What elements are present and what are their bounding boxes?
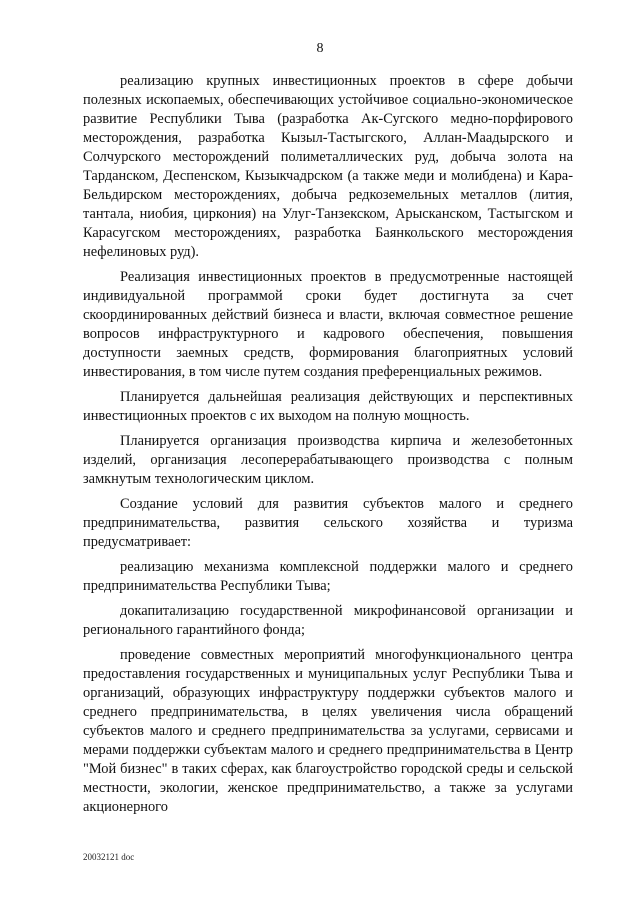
paragraph: реализацию крупных инвестиционных проектов в сфере добычи полезных ископаемых, обеспечивающих устойчивое социально-экономическое развитие Республики Тыва (разработка Ак-Сугского медно-порфирового месторождения, разработка Кызыл-Тастыгского, Аллан-Маадырского и Солчурского месторождений полиметаллических руд, добыча золота на Тарданском, Деспенском, Кызыкчадрском (а также меди и молибдена) и Кара-Бельдирском месторождениях, добыча редкоземельных металлов (лития, тантала, ниобия, циркония) на Улуг-Танзекском, Арысканском, Тастыгском и Карасугском месторождениях, разработка Баянкольского месторождения нефелиновых руд). (83, 73, 573, 260)
paragraph: проведение совместных мероприятий многофункционального центра предоставления государственных и муниципальных услуг Республики Тыва и организаций, образующих инфраструктуру поддержки субъектов малого и среднего предпринимательства, в целях увеличения числа обращений субъектов малого и среднего предпринимательства за услугами, сервисами и мерами поддержки субъектам малого и среднего предпринимательства в Центр "Мой бизнес" в таких сферах, как благоустройство городской среды и сельской местности, экологии, женское предпринимательство, а также за услугами акционерного (83, 647, 573, 815)
footer-filename: 20032121 doc (83, 852, 135, 862)
paragraph: докапитализацию государственной микрофинансовой организации и регионального гарантийного фонда; (83, 603, 573, 638)
paragraph: Создание условий для развития субъектов малого и среднего предпринимательства, развития сельского хозяйства и туризма предусматривает: (83, 496, 573, 550)
paragraph: Планируется организация производства кирпича и железобетонных изделий, организация лесоперерабатывающего производства с полным замкнутым технологическим циклом. (83, 433, 573, 487)
paragraph: реализацию механизма комплексной поддержки малого и среднего предпринимательства Республики Тыва; (83, 559, 573, 594)
document-body (83, 72, 573, 823)
paragraph: Реализация инвестиционных проектов в предусмотренные настоящей индивидуальной программой сроки будет достигнута за счет скоординированных действий бизнеса и власти, включая совместное решение вопросов инфраструктурного и кадрового обеспечения, повышения доступности заемных средств, формирования благоприятных условий инвестирования, в том числе путем создания преференциальных режимов. (83, 269, 573, 380)
page-number: 8 (316, 41, 324, 56)
paragraph: Планируется дальнейшая реализация действующих и перспективных инвестиционных проектов с их выходом на полную мощность. (83, 389, 573, 424)
